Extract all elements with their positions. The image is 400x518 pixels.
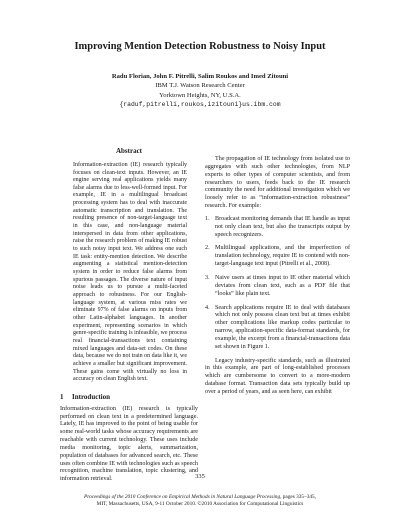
page-number: 335 bbox=[195, 473, 205, 480]
list-item bbox=[205, 275, 350, 299]
robustness-list bbox=[205, 216, 350, 352]
list-item bbox=[205, 305, 350, 352]
list-item-text: Multilingual applications, and the imperfection of translation technology, require IE to contend with non-target-language text input (Pitrelli et al., 2008). bbox=[215, 245, 350, 268]
list-marker: 3. bbox=[205, 274, 210, 281]
list-item bbox=[205, 216, 350, 240]
list-item-text: Naive users at times input to IE other material which deviates from clean text, such as a PDF file that “looks” like plain text. bbox=[215, 274, 350, 297]
address: Yorktown Heights, NY, U.S.A. bbox=[159, 91, 241, 99]
footer-pages: , pages 335–345, bbox=[280, 494, 316, 500]
proceedings-footer bbox=[40, 494, 360, 508]
list-marker: 1. bbox=[205, 215, 210, 222]
list-item-text: Broadcast monitoring demands that IE handle as input not only clean text, but also the transcripts output by speech recognizers. bbox=[215, 215, 350, 238]
intro-paragraph-2: The propagation of IE technology from isolated use to aggregates with such other technologies, from NLP experts to other types of computer scientists, and from researchers to users, feeds back to the IE research community the need for additional investigation which we loosely refer to as “information-extraction robustness” research. For example: bbox=[205, 156, 350, 210]
email: {raduf,pitrelli,roukos,izitouni}us.ibm.com bbox=[119, 101, 281, 109]
footer-venue: Proceedings of the 2010 Conference on Empirical Methods in Natural Language Processing bbox=[83, 494, 281, 500]
author-block bbox=[30, 72, 370, 110]
list-marker: 4. bbox=[205, 304, 210, 311]
footer-copyright: MIT, Massachusetts, USA, 9-11 October 2010. ©2010 Association for Computational Linguistics bbox=[96, 501, 304, 507]
abstract-text: Information-extraction (IE) research typically focuses on clean-text inputs. However, an IE engine serving real applications yields many false alarms due to less-well-formed input. For example, IE in a multilingual broadcast processing system has to deal with inaccurate automatic transcription and translation. The resulting presence of non-target-language text in this case, and non-language material interspersed in data from other applications, raise the research problem of making IE robust to such noisy input text. We address one such IE task: entity-mention detection. We describe augmenting a statistical mention-detection system in order to reduce false alarms from spurious passages. The diverse nature of input noise leads us to pursue a multi-faceted approach to robustness. For our English-language system, at various miss rates we eliminate 97% of false alarms on inputs from other Latin-alphabet languages. In another experiment, representing scenarios in which genre-specific training is infeasible, we process real financial-transactions text containing mixed languages and data-set codes. On these data, because we do not train on data like it, we achieve a smaller but significant improvement. These gains come with virtually no loss in accuracy on clean English text. bbox=[73, 161, 187, 383]
section-number: 1 bbox=[60, 392, 64, 401]
abstract-heading: Abstract bbox=[115, 147, 143, 155]
section-heading-introduction bbox=[60, 394, 198, 402]
intro-paragraph-3: Legacy industry-specific standards, such as illustrated in this example, are part of long-established processes which are cumbersome to convert to a more-modern database format. Transaction data sets typically build up over a period of years, and as seen here, can exhibit bbox=[205, 357, 350, 395]
left-column bbox=[60, 148, 198, 484]
list-item-text: Search applications require IE to deal with databases which not only possess clean text but at times exhibit other complications like markup codes particular to narrow, application-specific data-format standards, for example, the excerpt from a financial-transactions data set shown in Figure 1. bbox=[215, 304, 350, 350]
list-marker: 2. bbox=[205, 245, 210, 252]
author-names: Radu Florian, John F. Pitrelli, Salim Roukos and Imed Zitouni bbox=[111, 73, 289, 80]
intro-paragraph-1: Information-extraction (IE) research is typically performed on clean text in a predetermined language. Lately, IE has improved to the point of being usable for some real-world tasks whose accuracy requirements are reachable with current technology. These uses include media monitoring, topic alerts, summarization, population of databases for advanced search, etc. These uses often combine IE with technologies such as speech recognition, machine translation, topic clustering, and information retrieval. bbox=[60, 405, 198, 483]
paper-title: Improving Mention Detection Robustness to Noisy Input bbox=[74, 41, 326, 52]
right-column bbox=[205, 156, 350, 397]
list-item bbox=[205, 245, 350, 269]
section-title: Introduction bbox=[72, 392, 110, 401]
affiliation: IBM T.J. Watson Research Center bbox=[155, 82, 245, 90]
